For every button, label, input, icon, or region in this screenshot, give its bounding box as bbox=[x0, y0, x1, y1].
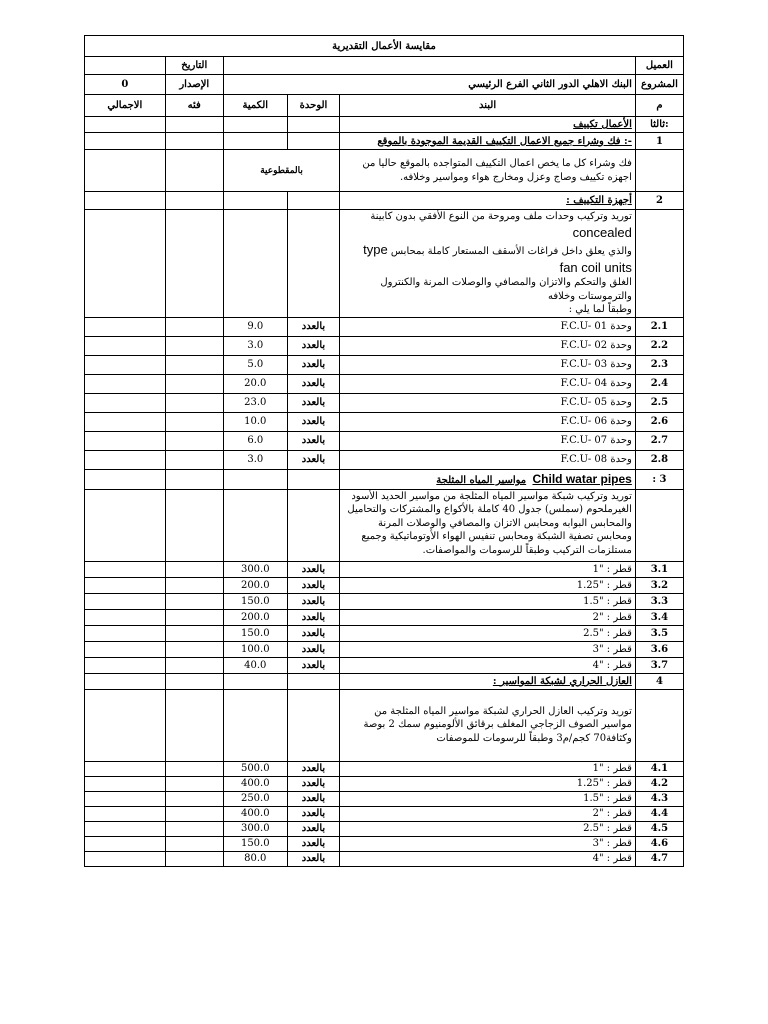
subitem-quantity: 40.0 bbox=[223, 657, 287, 673]
subitem-rate bbox=[165, 821, 223, 836]
table-row bbox=[85, 577, 684, 593]
subitem-number: 3.5 bbox=[635, 625, 683, 641]
subitem-unit: بالعدد bbox=[287, 412, 340, 431]
subitem-total bbox=[85, 393, 166, 412]
subitem-number: 2.1 bbox=[635, 317, 683, 336]
subitem-label: وحدة F.C.U- 03 bbox=[340, 355, 636, 374]
subitem-rate bbox=[165, 657, 223, 673]
item-2-subrows bbox=[85, 317, 684, 469]
table-row bbox=[85, 657, 684, 673]
subitem-total bbox=[85, 577, 166, 593]
subitem-number: 3.4 bbox=[635, 609, 683, 625]
subitem-unit: بالعدد bbox=[287, 593, 340, 609]
subitem-total bbox=[85, 657, 166, 673]
table-row bbox=[85, 317, 684, 336]
subitem-rate bbox=[165, 776, 223, 791]
subitem-unit: بالعدد bbox=[287, 374, 340, 393]
subitem-label: قطر : "1 bbox=[340, 761, 636, 776]
item-1-number: 1 bbox=[635, 133, 683, 150]
subitem-number: 4.6 bbox=[635, 836, 683, 851]
subitem-quantity: 150.0 bbox=[223, 836, 287, 851]
subitem-number: 2.7 bbox=[635, 431, 683, 450]
col-num-header: م bbox=[635, 95, 683, 117]
item-4-description: توريد وتركيب العازل الحراري لشبكة مواسير المياه المثلجة من مواسير الصوف الزجاجي المغلف برقائق الألومنيوم سمك 2 بوصة وكثافة70 كجم/م3 وطبقاً للرسومات للموصفات bbox=[340, 689, 636, 761]
subitem-number: 2.6 bbox=[635, 412, 683, 431]
table-row bbox=[85, 625, 684, 641]
subitem-unit: بالعدد bbox=[287, 577, 340, 593]
subitem-total bbox=[85, 355, 166, 374]
subitem-total bbox=[85, 609, 166, 625]
table-row bbox=[85, 806, 684, 821]
item-2-desc-line1-en: concealed bbox=[572, 224, 632, 240]
subitem-rate bbox=[165, 450, 223, 469]
subitem-label: وحدة F.C.U- 07 bbox=[340, 431, 636, 450]
boq-table bbox=[84, 35, 684, 867]
subitem-total bbox=[85, 450, 166, 469]
table-row bbox=[85, 593, 684, 609]
item-4-title: العازل الحراري لشبكة المواسير : bbox=[340, 673, 636, 689]
subitem-unit: بالعدد bbox=[287, 625, 340, 641]
subitem-quantity: 300.0 bbox=[223, 821, 287, 836]
subitem-number: 4.1 bbox=[635, 761, 683, 776]
item-2-desc-line2-en: type fan coil units bbox=[363, 242, 632, 275]
date-label: التاريخ bbox=[165, 57, 223, 75]
subitem-unit: بالعدد bbox=[287, 761, 340, 776]
subitem-rate bbox=[165, 791, 223, 806]
subitem-unit: بالعدد bbox=[287, 641, 340, 657]
table-row bbox=[85, 561, 684, 577]
subitem-rate bbox=[165, 577, 223, 593]
subitem-unit: بالعدد bbox=[287, 806, 340, 821]
subitem-quantity: 5.0 bbox=[223, 355, 287, 374]
subitem-number: 4.7 bbox=[635, 851, 683, 866]
subitem-unit: بالعدد bbox=[287, 776, 340, 791]
subitem-total bbox=[85, 641, 166, 657]
col-qty-header: الكمية bbox=[223, 95, 287, 117]
item-2-desc-line4: وطبقاً لما يلي : bbox=[568, 304, 632, 316]
subitem-number: 4.2 bbox=[635, 776, 683, 791]
table-row bbox=[85, 836, 684, 851]
subitem-label: قطر : "3 bbox=[340, 641, 636, 657]
col-total-header: الاجمالي bbox=[85, 95, 166, 117]
subitem-total bbox=[85, 806, 166, 821]
subitem-unit: بالعدد bbox=[287, 450, 340, 469]
project-value: البنك الاهلي الدور الثاني الفرع الرئيسي bbox=[223, 75, 635, 95]
issue-value: 0 bbox=[85, 75, 166, 95]
table-row bbox=[85, 393, 684, 412]
subitem-unit: بالعدد bbox=[287, 561, 340, 577]
table-row bbox=[85, 450, 684, 469]
subitem-unit: بالعدد bbox=[287, 851, 340, 866]
subitem-rate bbox=[165, 641, 223, 657]
subitem-number: 3.3 bbox=[635, 593, 683, 609]
subitem-number: 2.2 bbox=[635, 336, 683, 355]
subitem-total bbox=[85, 431, 166, 450]
subitem-rate bbox=[165, 374, 223, 393]
item-2-desc-line3: الغلق والتحكم والاتزان والمصافي والوصلات المرنة والكنترول والترموستات وخلافه bbox=[380, 277, 632, 302]
subitem-total bbox=[85, 561, 166, 577]
subitem-label: وحدة F.C.U- 06 bbox=[340, 412, 636, 431]
subitem-quantity: 400.0 bbox=[223, 806, 287, 821]
table-row bbox=[85, 791, 684, 806]
client-label: العميل bbox=[635, 57, 683, 75]
subitem-rate bbox=[165, 851, 223, 866]
subitem-rate bbox=[165, 806, 223, 821]
subitem-total bbox=[85, 761, 166, 776]
subitem-unit: بالعدد bbox=[287, 791, 340, 806]
subitem-unit: بالعدد bbox=[287, 657, 340, 673]
item-3-title bbox=[340, 469, 636, 489]
subitem-quantity: 200.0 bbox=[223, 609, 287, 625]
subitem-rate bbox=[165, 355, 223, 374]
subitem-number: 3.1 bbox=[635, 561, 683, 577]
subitem-unit: بالعدد bbox=[287, 317, 340, 336]
subitem-label: قطر : "2.5 bbox=[340, 625, 636, 641]
table-row bbox=[85, 431, 684, 450]
item-3-title-ar: مواسير المياه المثلجة bbox=[436, 475, 527, 487]
subitem-rate bbox=[165, 625, 223, 641]
subitem-label: قطر : "2 bbox=[340, 806, 636, 821]
subitem-total bbox=[85, 317, 166, 336]
subitem-quantity: 10.0 bbox=[223, 412, 287, 431]
subitem-rate bbox=[165, 317, 223, 336]
subitem-label: قطر : "1.25 bbox=[340, 776, 636, 791]
item-4-number: 4 bbox=[635, 673, 683, 689]
subitem-number: 4.3 bbox=[635, 791, 683, 806]
item-4-subrows bbox=[85, 761, 684, 866]
subitem-rate bbox=[165, 609, 223, 625]
table-row bbox=[85, 412, 684, 431]
subitem-total bbox=[85, 776, 166, 791]
subitem-label: قطر : "3 bbox=[340, 836, 636, 851]
subitem-quantity: 250.0 bbox=[223, 791, 287, 806]
subitem-total bbox=[85, 336, 166, 355]
item-2-desc-line1-ar: توريد وتركيب وحدات ملف ومروحة من النوع الأفقي بدون كابينة bbox=[370, 211, 632, 222]
item-1-title: -: فك وشراء جميع الاعمال التكييف القديمة الموجودة بالموقع bbox=[340, 133, 636, 150]
section-label: :ثالثا bbox=[635, 117, 683, 133]
date-value bbox=[85, 57, 166, 75]
subitem-total bbox=[85, 374, 166, 393]
subitem-label: قطر : "4 bbox=[340, 851, 636, 866]
item-2-desc-line2-ar: والذي يعلق داخل فراغات الأسقف المستعار كاملة بمحابس bbox=[390, 246, 632, 258]
subitem-quantity: 150.0 bbox=[223, 625, 287, 641]
subitem-quantity: 100.0 bbox=[223, 641, 287, 657]
subitem-total bbox=[85, 412, 166, 431]
subitem-number: 3.7 bbox=[635, 657, 683, 673]
item-1-description: فك وشراء كل ما يخص اعمال التكييف المتواجده بالموقع حاليا من اجهزه تكييف وصاج وعزل ومخارج هواء ومواسير وخلافه. bbox=[340, 150, 636, 192]
subitem-quantity: 200.0 bbox=[223, 577, 287, 593]
item-3-subrows bbox=[85, 561, 684, 673]
subitem-label: قطر : "2.5 bbox=[340, 821, 636, 836]
table-row bbox=[85, 374, 684, 393]
table-row bbox=[85, 355, 684, 374]
subitem-unit: بالعدد bbox=[287, 336, 340, 355]
subitem-number: 2.3 bbox=[635, 355, 683, 374]
subitem-quantity: 500.0 bbox=[223, 761, 287, 776]
subitem-label: وحدة F.C.U- 08 bbox=[340, 450, 636, 469]
item-3-title-en: Child watar pipes bbox=[532, 472, 632, 487]
item-3-description: توريد وتركيب شبكة مواسير المياه المثلجة من مواسير الحديد الأسود الغيرملحوم (سملس) جدول 40 كاملة بالأكواع والمشتركات والتحاميل والمحابس البوابه ومحابس الاتزان والمصافي والوصلات المرنة ومحابس تصفية الشبكة ومحابس تنفيس الهواء الأوتوماتيكية وجميع مستلزمات التركيب وطبقاً للرسومات والمواصفات. bbox=[340, 489, 636, 561]
subitem-number: 2.8 bbox=[635, 450, 683, 469]
subitem-quantity: 300.0 bbox=[223, 561, 287, 577]
client-value bbox=[223, 57, 635, 75]
subitem-label: وحدة F.C.U- 05 bbox=[340, 393, 636, 412]
subitem-rate bbox=[165, 561, 223, 577]
table-row bbox=[85, 776, 684, 791]
subitem-number: 3.2 bbox=[635, 577, 683, 593]
subitem-rate bbox=[165, 761, 223, 776]
subitem-unit: بالعدد bbox=[287, 821, 340, 836]
subitem-rate bbox=[165, 412, 223, 431]
item-2-title: أجهزة التكييف : bbox=[340, 192, 636, 210]
issue-label: الإصدار bbox=[165, 75, 223, 95]
item-2-description bbox=[340, 210, 636, 318]
project-label: المشروع bbox=[635, 75, 683, 95]
subitem-quantity: 3.0 bbox=[223, 450, 287, 469]
subitem-label: قطر : "4 bbox=[340, 657, 636, 673]
table-row bbox=[85, 761, 684, 776]
subitem-quantity: 400.0 bbox=[223, 776, 287, 791]
subitem-label: قطر : "1.5 bbox=[340, 593, 636, 609]
subitem-unit: بالعدد bbox=[287, 393, 340, 412]
subitem-rate bbox=[165, 593, 223, 609]
subitem-label: قطر : "2 bbox=[340, 609, 636, 625]
item-1-unit: بالمقطوعية bbox=[223, 150, 339, 192]
subitem-unit: بالعدد bbox=[287, 609, 340, 625]
subitem-rate bbox=[165, 836, 223, 851]
section-title: الأعمال تكييف bbox=[340, 117, 636, 133]
table-row bbox=[85, 641, 684, 657]
table-row bbox=[85, 336, 684, 355]
subitem-rate bbox=[165, 431, 223, 450]
subitem-unit: بالعدد bbox=[287, 355, 340, 374]
col-unit-header: الوحدة bbox=[287, 95, 340, 117]
subitem-rate bbox=[165, 336, 223, 355]
subitem-total bbox=[85, 836, 166, 851]
subitem-label: قطر : "1.25 bbox=[340, 577, 636, 593]
subitem-unit: بالعدد bbox=[287, 431, 340, 450]
subitem-quantity: 80.0 bbox=[223, 851, 287, 866]
subitem-number: 4.5 bbox=[635, 821, 683, 836]
subitem-number: 4.4 bbox=[635, 806, 683, 821]
table-row bbox=[85, 851, 684, 866]
subitem-number: 3.6 bbox=[635, 641, 683, 657]
subitem-number: 2.5 bbox=[635, 393, 683, 412]
subitem-total bbox=[85, 821, 166, 836]
table-row bbox=[85, 821, 684, 836]
item-2-number: 2 bbox=[635, 192, 683, 210]
subitem-quantity: 9.0 bbox=[223, 317, 287, 336]
subitem-number: 2.4 bbox=[635, 374, 683, 393]
subitem-quantity: 20.0 bbox=[223, 374, 287, 393]
subitem-total bbox=[85, 791, 166, 806]
document-title: مقايسة الأعمال التقديرية bbox=[85, 36, 684, 57]
subitem-quantity: 6.0 bbox=[223, 431, 287, 450]
subitem-label: وحدة F.C.U- 01 bbox=[340, 317, 636, 336]
item-3-number: 3 : bbox=[635, 469, 683, 489]
subitem-label: وحدة F.C.U- 02 bbox=[340, 336, 636, 355]
table-row bbox=[85, 609, 684, 625]
subitem-label: قطر : "1 bbox=[340, 561, 636, 577]
subitem-total bbox=[85, 625, 166, 641]
subitem-label: قطر : "1.5 bbox=[340, 791, 636, 806]
subitem-quantity: 150.0 bbox=[223, 593, 287, 609]
subitem-total bbox=[85, 851, 166, 866]
subitem-label: وحدة F.C.U- 04 bbox=[340, 374, 636, 393]
col-desc-header: البند bbox=[340, 95, 636, 117]
subitem-rate bbox=[165, 393, 223, 412]
subitem-unit: بالعدد bbox=[287, 836, 340, 851]
subitem-quantity: 3.0 bbox=[223, 336, 287, 355]
subitem-quantity: 23.0 bbox=[223, 393, 287, 412]
subitem-total bbox=[85, 593, 166, 609]
col-rate-header: فئه bbox=[165, 95, 223, 117]
